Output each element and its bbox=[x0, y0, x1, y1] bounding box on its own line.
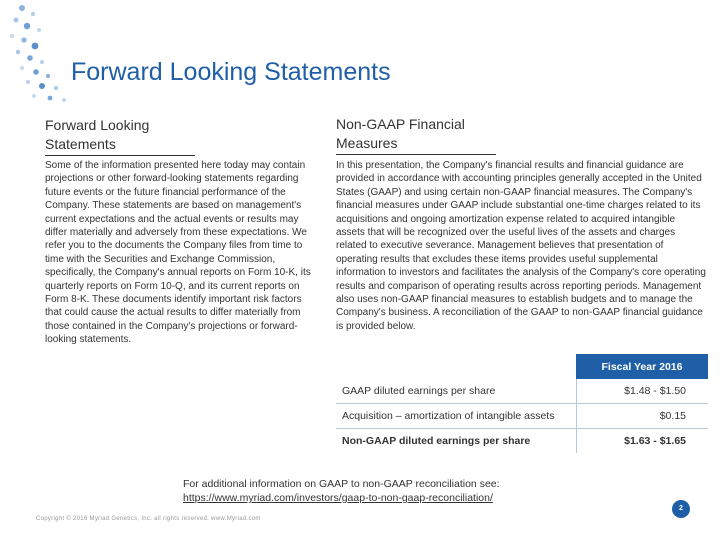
copyright-footer: Copyright © 2016 Myriad Genetics, Inc. all rights reserved. www.Myriad.com bbox=[36, 516, 261, 522]
forward-looking-heading: Forward Looking Statements bbox=[45, 116, 195, 156]
guidance-table bbox=[336, 354, 708, 453]
decorative-dots-graphic bbox=[0, 0, 80, 110]
row-value: $1.63 - $1.65 bbox=[624, 435, 686, 447]
row-label: GAAP diluted earnings per share bbox=[336, 379, 576, 404]
page-number-badge: 2 bbox=[672, 500, 690, 518]
reconciliation-note bbox=[183, 477, 543, 505]
table-header-row bbox=[336, 354, 708, 379]
table-row bbox=[336, 404, 708, 429]
note-text: For additional information on GAAP to non-GAAP reconciliation see: bbox=[183, 478, 500, 490]
table-row bbox=[336, 429, 708, 454]
fiscal-year-header: Fiscal Year 2016 bbox=[576, 354, 708, 379]
reconciliation-link[interactable]: https://www.myriad.com/investors/gaap-to-non-gaap-reconciliation/ bbox=[183, 492, 493, 504]
page-title: Forward Looking Statements bbox=[71, 58, 391, 86]
table-row bbox=[336, 379, 708, 404]
non-gaap-body: In this presentation, the Company's financial results and financial guidance are provided in accordance with accounting principles generally accepted in the United States (GAAP) and using certain non-GAAP financial measures. The Company's financial measures under GAAP include substantial one-time charges related to its acquisitions and ongoing amortization expense related to acquired intangible assets that will be recognized over the useful lives of the assets and charges related to executive severance. Management believes that presentation of operating results that excludes these items provides useful supplemental information to investors and facilitates the analysis of the Company's core operating results and comparison of operating results across reporting periods. Management also uses non-GAAP financial measures to establish budgets and to manage the Company's business. A reconciliation of the GAAP to non-GAAP financial guidance is provided below. bbox=[336, 160, 706, 332]
row-value: $0.15 bbox=[576, 404, 708, 429]
forward-looking-body: Some of the information presented here today may contain projections or other forward-looking statements regarding future events or the future financial performance of the Company. These statements are based on management's current expectations and the actual events or results may differ materially and adversely from these expectations. We refer you to the documents the Company files from time to time with the Securities and Exchange Commission, specifically, the Company's annual reports on Form 10-K, its quarterly reports on Form 10-Q, and its current reports on Form 8-K. These documents identify important risk factors that could cause the actual results to differ materially from those contained in the Company's projections or forward-looking statements. bbox=[45, 160, 311, 346]
non-gaap-heading: Non-GAAP Financial Measures bbox=[336, 115, 496, 155]
row-value: $1.48 - $1.50 bbox=[576, 379, 708, 404]
row-label: Acquisition – amortization of intangible assets bbox=[336, 404, 576, 429]
row-label: Non-GAAP diluted earnings per share bbox=[336, 429, 576, 454]
